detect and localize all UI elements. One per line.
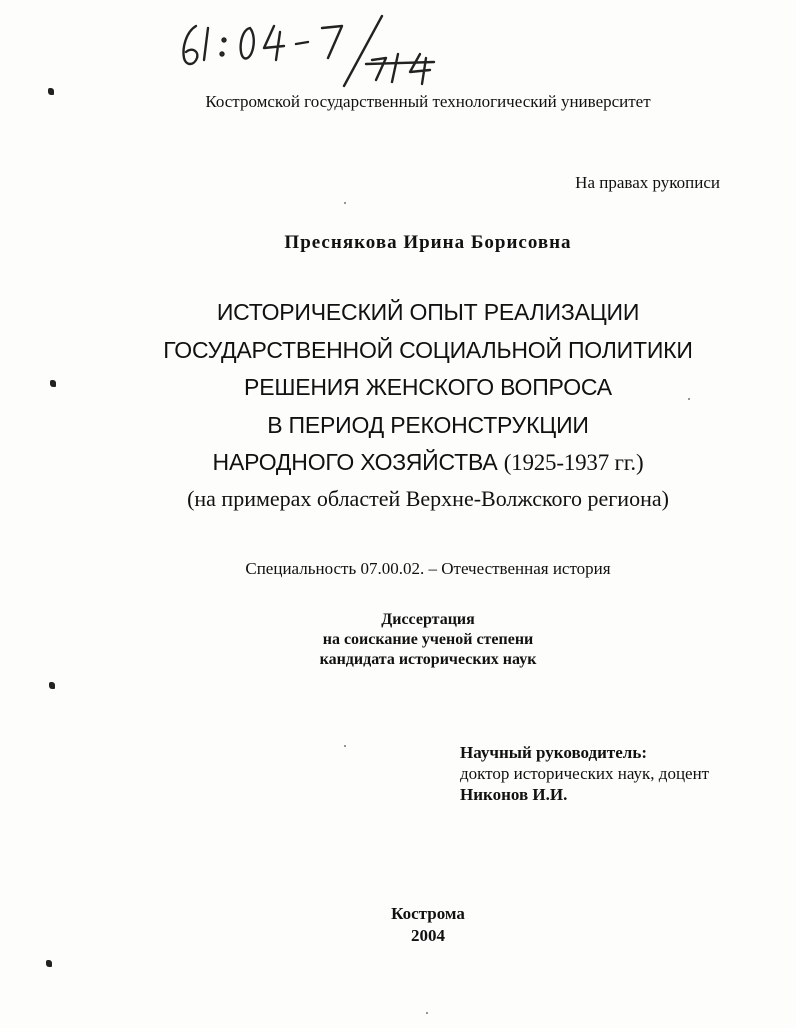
scan-speck xyxy=(344,202,346,204)
advisor-degree: доктор исторических наук, доцент xyxy=(460,764,710,783)
title-line: В ПЕРИОД РЕКОНСТРУКЦИИ xyxy=(267,411,589,438)
dissertation-degree xyxy=(0,610,796,670)
title-line: ГОСУДАРСТВЕННОЙ СОЦИАЛЬНОЙ ПОЛИТИКИ xyxy=(163,336,693,363)
title-line: ИСТОРИЧЕСКИЙ ОПЫТ РЕАЛИЗАЦИИ xyxy=(216,299,640,325)
university-name: Костромской государственный технологический университет xyxy=(205,92,651,111)
title-subtitle: (на примерах областей Верхне-Волжского региона) xyxy=(187,485,669,511)
dissertation-title xyxy=(0,294,796,514)
binding-hole-mark xyxy=(49,682,55,689)
title-line: РЕШЕНИЯ ЖЕНСКОГО ВОПРОСА xyxy=(244,374,612,400)
scan-speck xyxy=(688,398,690,400)
dissertation-line: кандидата исторических наук xyxy=(319,651,537,668)
scan-speck xyxy=(426,1012,428,1014)
binding-hole-mark xyxy=(50,380,56,387)
dissertation-line: Диссертация xyxy=(381,611,475,628)
title-line-last xyxy=(60,444,796,482)
scientific-advisor xyxy=(460,742,709,805)
title-last-main: НАРОДНОГО ХОЗЯЙСТВА xyxy=(212,449,498,475)
binding-hole-mark xyxy=(46,960,52,967)
rights-note: На правах рукописи xyxy=(575,173,720,192)
city: Кострома xyxy=(391,904,465,923)
dissertation-line: на соискание ученой степени xyxy=(322,631,534,648)
title-years: (1925-1937 гг.) xyxy=(503,450,644,475)
advisor-label: Научный руководитель: xyxy=(460,743,647,762)
author-name: Преснякова Ирина Борисовна xyxy=(284,232,572,253)
place-and-year xyxy=(0,903,796,947)
specialty: Специальность 07.00.02. – Отечественная история xyxy=(245,559,611,578)
year: 2004 xyxy=(411,926,445,945)
binding-hole-mark xyxy=(48,88,54,95)
advisor-name: Никонов И.И. xyxy=(460,785,568,804)
scan-speck xyxy=(344,745,346,747)
handwritten-archive-code xyxy=(176,14,456,94)
